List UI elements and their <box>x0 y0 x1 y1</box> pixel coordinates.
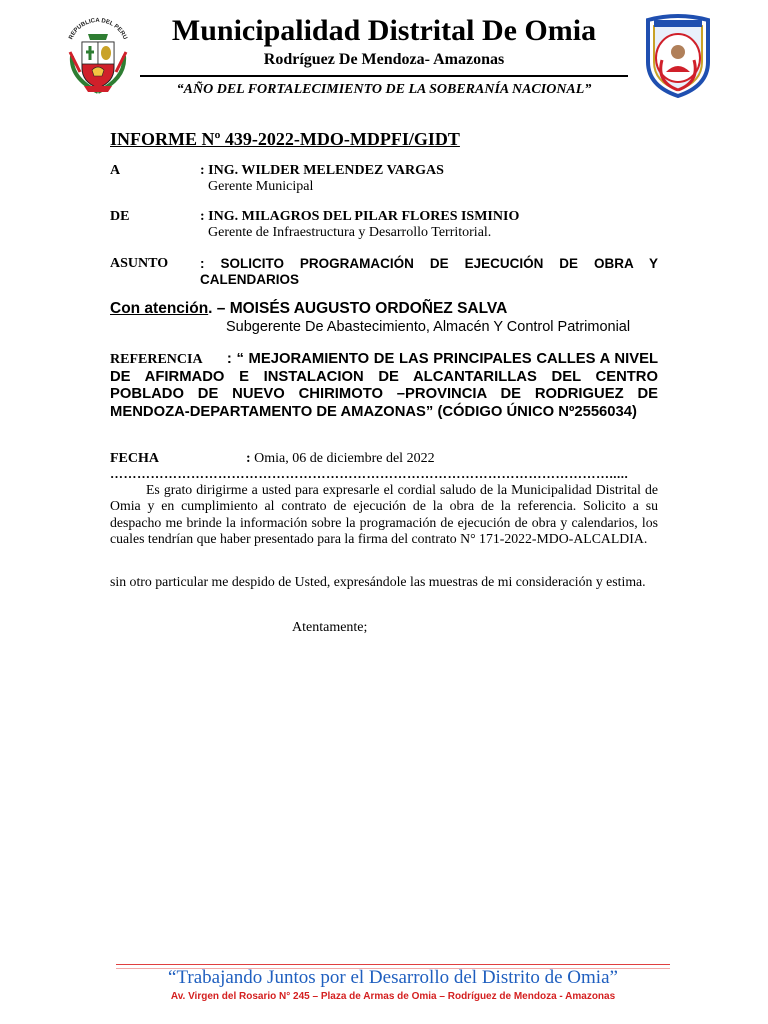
subject-label: ASUNTO <box>110 256 169 271</box>
to-name: : ING. WILDER MELENDEZ VARGAS <box>200 163 444 178</box>
body-paragraph: Es grato dirigirme a usted para expresarle el cordial saludo de la Municipalidad Distrital de Omia y en cumplimiento al contrato de ejecución de la obra de la referencia. Solicito a su despacho me brinde la información sobre la programación de ejecución de obra y calendarios, los cuales tendrían que haber presentado para la firma del contrato N° 171-2022-MDO-ALCALDIA. <box>110 482 658 547</box>
from-name: : ING. MILAGROS DEL PILAR FLORES ISMINIO <box>200 209 520 224</box>
separator-dots: …………………………………………………………………………………………………..... <box>110 466 629 481</box>
year-motto: “AÑO DEL FORTALECIMIENTO DE LA SOBERANÍA NACIONAL” <box>176 82 592 97</box>
footer-motto: “Trabajando Juntos por el Desarrollo del Distrito de Omia” <box>168 967 618 988</box>
to-role: Gerente Municipal <box>208 179 314 194</box>
reference-value: : “ MEJORAMIENTO DE LAS PRINCIPALES CALLES A NIVEL DE AFIRMADO E INSTALACION DE ALCANTARILLAS DEL CENTRO POBLADO DE NUEVO CHIRIMOTO –PROVINCIA DE RODRIGUEZ DE MENDOZA-DEPARTAMENTO DE AMAZONAS” (CÓDIGO ÚNICO Nº2556034) <box>110 351 659 421</box>
municipality-title: Municipalidad Distrital De Omia <box>171 14 597 47</box>
subject-value: : SOLICITO PROGRAMACIÓN DE EJECUCIÓN DE OBRA Y CALENDARIOS <box>200 256 658 287</box>
municipality-subtitle: Rodríguez De Mendoza- Amazonas <box>263 51 505 68</box>
date-value: Omia, 06 de diciembre del 2022 <box>250 451 435 466</box>
attention-role: Subgerente De Abastecimiento, Almacén Y Control Patrimonial <box>226 319 631 335</box>
omia-municipal-seal-icon <box>640 12 716 98</box>
date-label: FECHA <box>110 451 159 466</box>
footer-address: Av. Virgen del Rosario N° 245 – Plaza de Armas de Omia – Rodríguez de Mendoza - Amazonas <box>170 991 616 1002</box>
attention-name: . – MOISÉS AUGUSTO ORDOÑEZ SALVA <box>208 300 508 317</box>
attention-label: Con atención <box>110 300 209 317</box>
from-label: DE <box>110 209 130 224</box>
to-label: A <box>110 163 121 178</box>
sign-off: Atentamente; <box>292 620 368 635</box>
report-title: INFORME Nº 439-2022-MDO-MDPFI/GIDT <box>110 129 460 149</box>
reference-block <box>110 351 658 422</box>
footer-divider-top <box>116 964 670 965</box>
closing-paragraph: sin otro particular me despido de Usted, expresándole las muestras de mi consideración y estima. <box>110 574 646 589</box>
date-line <box>246 451 435 467</box>
attention-line <box>110 300 507 318</box>
from-role: Gerente de Infraestructura y Desarrollo Territorial. <box>208 225 492 240</box>
date-colon: : <box>246 451 251 466</box>
reference-label: REFERENCIA <box>110 352 203 367</box>
crest-arc-text: REPUBLICA DEL PERU <box>68 17 128 41</box>
header-divider <box>140 75 628 77</box>
